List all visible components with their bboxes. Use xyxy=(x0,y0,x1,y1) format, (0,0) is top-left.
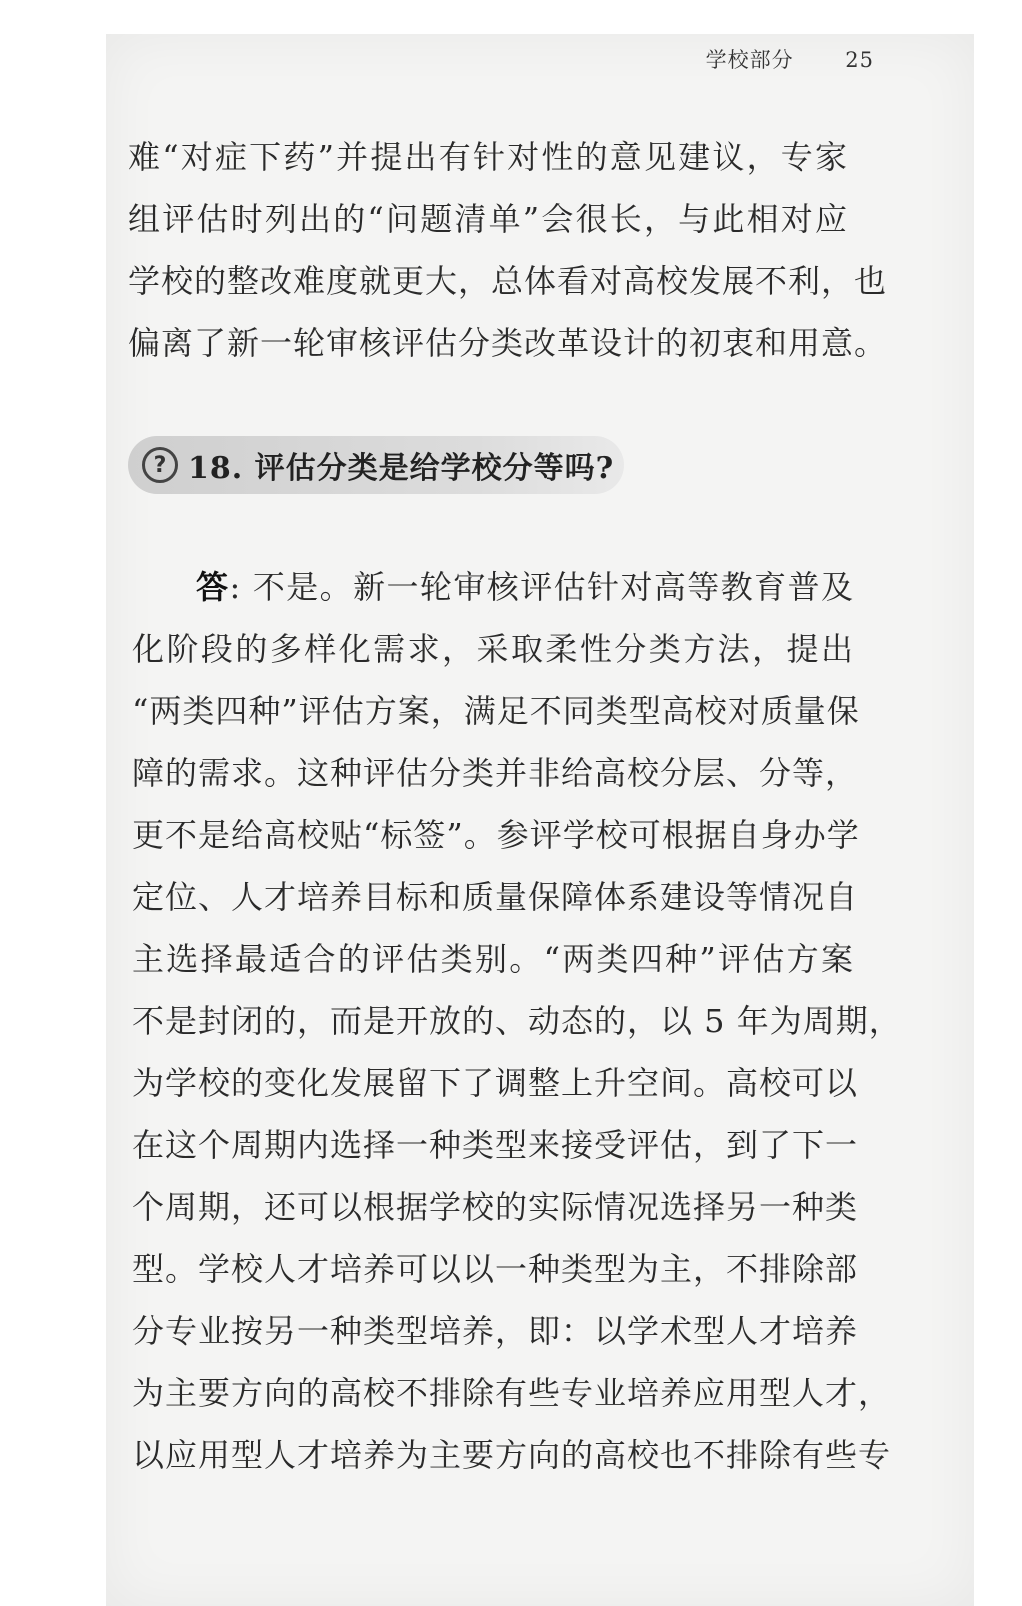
text-line: 为主要方向的高校不排除有些专业培养应用型人才， xyxy=(132,1374,892,1412)
text-line: 组评估时列出的“问题清单”会很长，与此相对应 xyxy=(128,200,848,238)
paragraph-continued xyxy=(128,126,888,374)
text-line: 型。学校人才培养可以以一种类型为主，不排除部 xyxy=(132,1250,859,1288)
question-title: 18. 评估分类是给学校分等吗? xyxy=(188,451,615,486)
text-line: 障的需求。这种评估分类并非给高校分层、分等， xyxy=(132,754,859,792)
question-heading xyxy=(128,436,624,494)
page-number: 25 xyxy=(845,48,874,72)
text-line: 为学校的变化发展留下了调整上升空间。高校可以 xyxy=(132,1064,859,1102)
text-line-first xyxy=(132,556,854,618)
text-line: 学校的整改难度就更大，总体看对高校发展不利，也 xyxy=(128,262,888,300)
text-line: 以应用型人才培养为主要方向的高校也不排除有些专 xyxy=(132,1436,892,1474)
text-line: 主选择最适合的评估类别。“两类四种”评估方案 xyxy=(132,940,854,978)
text-line: 在这个周期内选择一种类型来接受评估，到了下一 xyxy=(132,1126,859,1164)
question-circle-icon: ? xyxy=(142,447,178,483)
answer-label: 答 xyxy=(196,568,230,606)
section-title: 学校部分 xyxy=(705,48,794,72)
text-line: “两类四种”评估方案，满足不同类型高校对质量保 xyxy=(132,692,860,730)
text-line: 定位、人才培养目标和质量保障体系建设等情况自 xyxy=(132,878,859,916)
text-line: 不是封闭的，而是开放的、动态的，以 5 年为周期， xyxy=(132,1002,902,1040)
text-line: 分专业按另一种类型培养，即：以学术型人才培养 xyxy=(132,1312,859,1350)
text-line: 更不是给高校贴“标签”。参评学校可根据自身办学 xyxy=(132,816,860,854)
text-line: 难“对症下药”并提出有针对性的意见建议，专家 xyxy=(128,138,848,176)
running-header xyxy=(706,44,874,74)
book-page xyxy=(106,34,974,1606)
text-line: 偏离了新一轮审核评估分类改革设计的初衷和用意。 xyxy=(128,324,888,362)
answer-paragraph xyxy=(132,556,902,1486)
text-line: 化阶段的多样化需求，采取柔性分类方法，提出 xyxy=(132,630,854,668)
answer-first-line-text: : 不是。新一轮审核评估针对高等教育普及 xyxy=(229,568,854,606)
text-line: 个周期，还可以根据学校的实际情况选择另一种类 xyxy=(132,1188,859,1226)
